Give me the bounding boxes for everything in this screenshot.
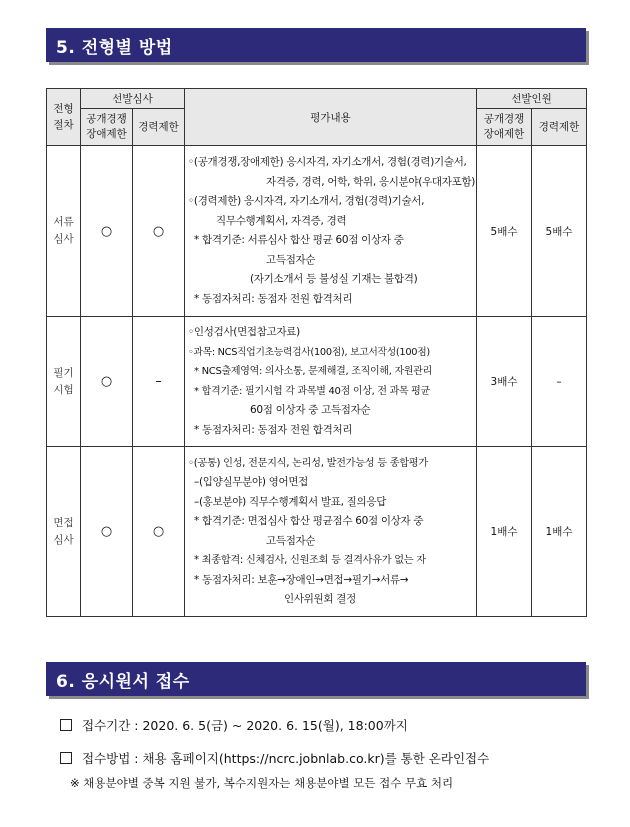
stage-cell — [47, 317, 81, 447]
stage-label: 면접 심사 — [53, 516, 74, 546]
ratio-career: 5배수 — [532, 146, 587, 317]
content-line: * 동점자처리: 동점자 전원 합격처리 — [194, 423, 353, 436]
content-line: * 동점자처리: 보훈→장애인→면접→필기→서류→ — [194, 573, 409, 586]
header-selection-count: 선발인원 — [477, 89, 587, 109]
section-6-title: 6. 응시원서 접수 — [56, 671, 190, 692]
content-line: ◦(공개경쟁,장애제한) 응시자격, 자기소개서, 경험(경력)기술서, — [188, 156, 467, 168]
table-row-written-test — [47, 317, 587, 447]
evaluation-content — [185, 447, 477, 617]
ratio-open: 5배수 — [477, 146, 532, 317]
content-line: * 합격기준: 서류심사 합산 평균 60점 이상자 중 — [194, 234, 404, 246]
content-line: 인사위원회 결정 — [284, 593, 356, 605]
content-line: 60점 이상자 중 고득점자순 — [250, 404, 371, 416]
open-review-mark: ○ — [81, 317, 133, 447]
content-line: * 합격기준: 면접심사 합산 평균점수 60점 이상자 중 — [194, 515, 424, 527]
checkbox-square-icon — [60, 719, 72, 731]
header-count-career: 경력제한 — [532, 109, 587, 146]
content-line: * 합격기준: 필기시험 각 과목별 40점 이상, 전 과목 평균 — [194, 385, 430, 397]
section-6-title-bar — [46, 662, 586, 696]
evaluation-content — [185, 146, 477, 317]
ratio-career: – — [532, 317, 587, 447]
application-period-text: 접수기간 : 2020. 6. 5(금) ~ 2020. 6. 15(월), 18:00까지 — [82, 718, 408, 733]
content-line: –(홍보분야) 직무수행계획서 발표, 질의응답 — [194, 495, 387, 508]
stage-label: 필기 시험 — [53, 366, 74, 396]
evaluation-content — [185, 317, 477, 447]
career-review-mark: ○ — [133, 447, 185, 617]
section-5-title: 5. 전형별 방법 — [56, 37, 173, 58]
application-note: ※ 채용분야별 중복 지원 불가, 복수지원자는 채용분야별 모든 접수 무효 처리 — [70, 776, 454, 790]
header-count-open-disabled-text: 공개경쟁 장애제한 — [483, 113, 525, 140]
content-line: 자격증, 경력, 어학, 학위, 응시분야(우대자포함) — [266, 175, 476, 188]
open-review-mark: ○ — [81, 447, 133, 617]
header-selection-review: 선발심사 — [81, 89, 185, 109]
header-count-open-disabled — [477, 109, 532, 146]
ratio-open: 1배수 — [477, 447, 532, 617]
career-review-mark: ○ — [133, 146, 185, 317]
application-method — [60, 749, 489, 767]
evaluation-method-table — [46, 88, 587, 617]
header-review-open-disabled — [81, 109, 133, 146]
career-review-mark: – — [133, 317, 185, 447]
application-period — [60, 716, 408, 734]
table-row-document-review — [47, 146, 587, 317]
header-review-open-disabled-text: 공개경쟁 장애제한 — [86, 113, 127, 140]
ratio-career: 1배수 — [532, 447, 587, 617]
content-line: 고득점자순 — [266, 253, 316, 266]
content-line: 직무수행계획서, 자격증, 경력 — [216, 214, 347, 227]
header-evaluation: 평가내용 — [185, 89, 477, 146]
header-stage — [47, 89, 81, 146]
ratio-open: 3배수 — [477, 317, 532, 447]
open-review-mark: ○ — [81, 146, 133, 317]
stage-label: 서류 심사 — [53, 216, 74, 245]
content-line: * NCS출제영역: 의사소통, 문제해결, 조직이해, 자원관리 — [194, 366, 432, 377]
content-line: (자기소개서 등 불성실 기재는 불합격) — [250, 273, 418, 285]
header-review-career: 경력제한 — [133, 109, 185, 146]
content-line: ◦과목: NCS직업기초능력검사(100점), 보고서작성(100점) — [188, 346, 430, 358]
stage-cell — [47, 146, 81, 317]
content-line: * 최종합격: 신체검사, 신원조회 등 결격사유가 없는 자 — [194, 555, 426, 566]
stage-cell — [47, 447, 81, 617]
content-line: ◦인성검사(면접참고자료) — [188, 326, 300, 338]
header-stage-text: 전형 절차 — [53, 103, 74, 131]
table-row-interview — [47, 447, 587, 617]
content-line: –(입양실무분야) 영어면접 — [194, 476, 309, 488]
content-line: 고득점자순 — [266, 534, 316, 547]
checkbox-square-icon — [60, 752, 72, 764]
content-line: ◦(경력제한) 응시자격, 자기소개서, 경험(경력)기술서, — [188, 195, 425, 207]
application-method-text: 접수방법 : 채용 홈페이지(https://ncrc.jobnlab.co.kr)를 통한 온라인접수 — [82, 751, 490, 766]
content-line: ◦(공통) 인성, 전문지식, 논리성, 발전가능성 등 종합평가 — [188, 457, 428, 469]
content-line: * 동점자처리: 동점자 전원 합격처리 — [194, 292, 353, 305]
section-5-title-bar — [46, 28, 586, 62]
